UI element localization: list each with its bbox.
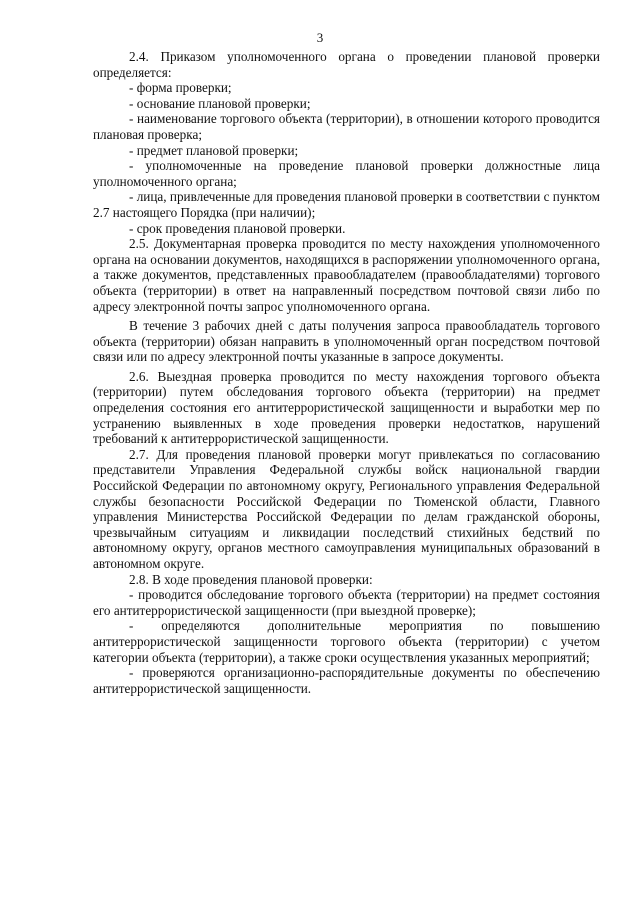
paragraph-2-6: 2.6. Выездная проверка проводится по месту нахождения торгового объекта (территории) путем обследования торгового объекта (территории) на предмет определения состояния его антитеррористической защищенности и выработки мер по устранению выявленных в ходе проведения проверки недостатков, нарушений требований к антитеррористической защищенности. (93, 368, 600, 447)
paragraph-2-4: 2.4. Приказом уполномоченного органа о проведении плановой проверки определяется: (93, 49, 600, 80)
paragraph-request-term: В течение 3 рабочих дней с даты получения запроса правообладатель торгового объекта (территории) обязан направить в уполномоченный орган посредством почтовой связи или по адресу электронной почты указанные в запросе документы. (93, 318, 600, 365)
list-item-form: - форма проверки; (129, 80, 232, 96)
list-item-measures: - определяются дополнительные мероприятия по повышению антитеррористической защищенности торгового объекта (территории) с учетом категории объекта (территории), а также сроки осуществления указанных мероприятий; (93, 618, 600, 665)
list-item-subject: - предмет плановой проверки; (129, 142, 299, 158)
paragraph-2-8: 2.8. В ходе проведения плановой проверки: (129, 571, 373, 587)
list-item-involved-persons: - лица, привлеченные для проведения плановой проверки в соответствии с пунктом 2.7 настоящего Порядка (при наличии); (93, 189, 600, 220)
paragraph-2-7: 2.7. Для проведения плановой проверки могут привлекаться по согласованию представители Управления Федеральной службы войск национальной гвардии Российской Федерации по автономному округу, Регионального управления Федеральной службы безопасности Российской Федерации по Тюменской области, Главного управления Министерства Российской Федерации по делам гражданской обороны, чрезвычайным ситуациям и ликвидации последствий стихийных бедствий по автономному округу, органов местного самоуправления муниципальных образований в автономном округе. (93, 446, 600, 571)
list-item-object-name: - наименование торгового объекта (территории), в отношении которого проводится плановая проверка; (93, 111, 600, 142)
list-item-inspection: - проводится обследование торгового объекта (территории) на предмет состояния его антитеррористической защищенности (при выездной проверке); (93, 587, 600, 618)
list-item-documents: - проверяются организационно-распорядительные документы по обеспечению антитеррористической защищенности. (93, 665, 600, 696)
page-number: 3 (316, 30, 324, 45)
list-item-term: - срок проведения плановой проверки. (129, 220, 346, 236)
list-item-basis: - основание плановой проверки; (129, 95, 311, 111)
paragraph-2-5: 2.5. Документарная проверка проводится по месту нахождения уполномоченного органа на основании документов, находящихся в распоряжении уполномоченного органа, а также документов, представленных правообладателем (правообладателями) торгового объекта (территории) в ответ на направленный посредством почтовой связи либо по адресу электронной почты запрос уполномоченного органа. (93, 236, 600, 314)
document-body (93, 49, 600, 696)
list-item-officials: - уполномоченные на проведение плановой проверки должностные лица уполномоченного органа; (93, 158, 600, 189)
